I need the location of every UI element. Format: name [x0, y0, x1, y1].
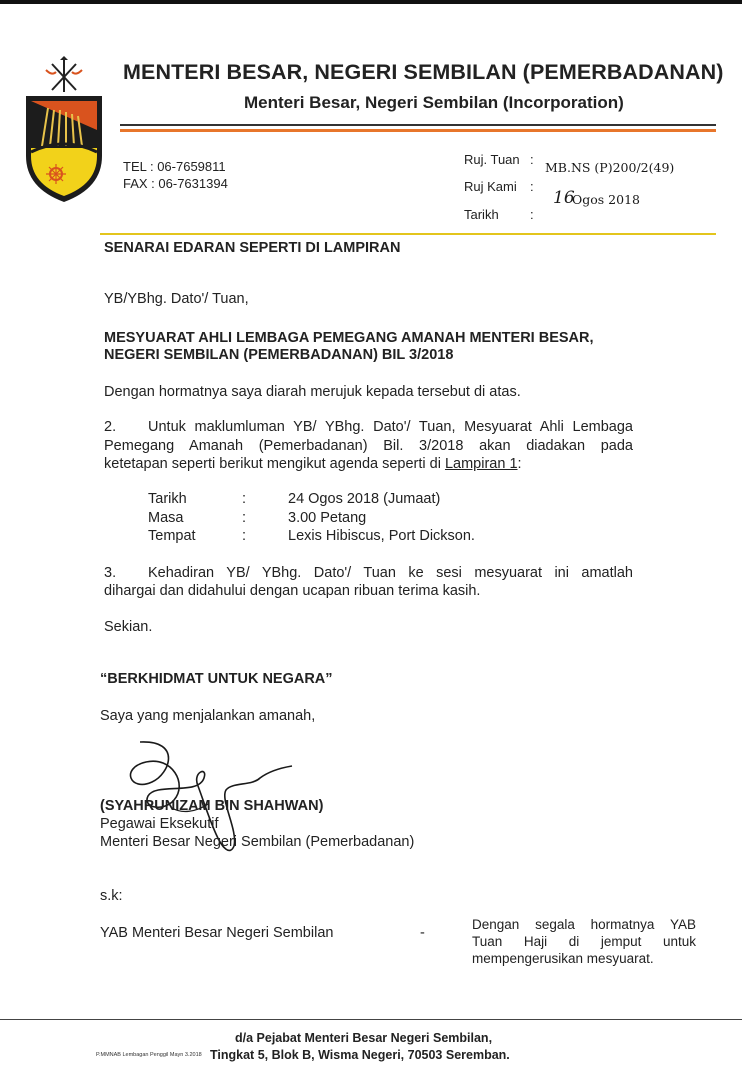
signer-title: Pegawai Eksekutif: [100, 816, 219, 832]
detail-sep: :: [242, 528, 247, 544]
cc-label: s.k:: [100, 888, 123, 904]
motto: “BERKHIDMAT UNTUK NEGARA”: [100, 671, 333, 687]
footer-address-line-1: d/a Pejabat Menteri Besar Negeri Sembilan,: [235, 1031, 493, 1045]
tel-number: TEL : 06-7659811: [123, 159, 226, 174]
subject-line-1: MESYUARAT AHLI LEMBAGA PEMEGANG AMANAH MENTERI BESAR,: [104, 330, 594, 346]
trust-line: Saya yang menjalankan amanah,: [100, 708, 316, 724]
paragraph-2-text: ketetapan seperti berikut mengikut agenda seperti di: [104, 456, 445, 472]
reference-number: MB.NS (P)200/2(49): [545, 160, 675, 175]
ruj-tuan-label: Ruj. Tuan: [464, 152, 520, 167]
footer-small-print: P.MMNAB Lembagan Penggil Mayn 3.2018: [96, 1052, 202, 1058]
divider-rule: [100, 233, 716, 235]
header-accent-rule: [120, 129, 716, 132]
footer-rule: [0, 1019, 742, 1020]
detail-value-masa: 3.00 Petang: [288, 510, 367, 526]
paragraph-3-line-2: dihargai dan didahului dengan ucapan ribuan terima kasih.: [104, 583, 481, 599]
cc-recipient: YAB Menteri Besar Negeri Sembilan: [100, 925, 334, 941]
negeri-sembilan-crest-icon: [22, 56, 106, 206]
paragraph-2-line-3: [104, 456, 522, 472]
subject-line-2: NEGERI SEMBILAN (PEMERBADANAN) BIL 3/2018: [104, 347, 454, 363]
salutation: YB/YBhg. Dato'/ Tuan,: [104, 291, 249, 307]
colon: :: [530, 179, 534, 194]
paragraph-3-number: 3.: [104, 565, 117, 581]
paragraph-3-line-1: Kehadiran YB/ YBhg. Dato'/ Tuan ke sesi mesyuarat ini amatlah: [148, 565, 633, 581]
fax-number: FAX : 06-7631394: [123, 176, 228, 191]
detail-sep: :: [242, 491, 247, 507]
footer-address-line-2: Tingkat 5, Blok B, Wisma Negeri, 70503 Seremban.: [210, 1048, 510, 1062]
paragraph-1: Dengan hormatnya saya diarah merujuk kepada tersebut di atas.: [104, 384, 521, 400]
colon: :: [530, 207, 534, 222]
tarikh-label: Tarikh: [464, 207, 499, 222]
top-border: [0, 0, 742, 4]
signer-name: (SYAHRUNIZAM BIN SHAHWAN): [100, 798, 324, 814]
closing: Sekian.: [104, 619, 153, 635]
ruj-kami-label: Ruj Kami: [464, 179, 517, 194]
detail-label-tarikh: Tarikh: [148, 491, 187, 507]
lampiran-link: Lampiran 1: [444, 456, 518, 472]
detail-value-tempat: Lexis Hibiscus, Port Dickson.: [288, 528, 475, 544]
org-subtitle: Menteri Besar, Negeri Sembilan (Incorporation): [244, 93, 624, 112]
signer-organization: Menteri Besar Negeri Sembilan (Pemerbadanan): [100, 834, 415, 850]
cc-note-line-2: Tuan Haji di jemput untuk: [472, 934, 696, 949]
detail-sep: :: [242, 510, 247, 526]
colon: :: [517, 456, 522, 472]
handwritten-day: 16: [553, 188, 575, 208]
paragraph-2-number: 2.: [104, 419, 117, 435]
detail-value-tarikh: 24 Ogos 2018 (Jumaat): [288, 491, 441, 507]
detail-label-tempat: Tempat: [148, 528, 196, 544]
letter-date: Ogos 2018: [572, 192, 640, 207]
paragraph-2-line-2: Pemegang Amanah (Pemerbadanan) Bil. 3/2018 akan diadakan pada: [104, 438, 633, 454]
org-title: MENTERI BESAR, NEGERI SEMBILAN (PEMERBADANAN): [123, 60, 724, 84]
cc-note-line-1: Dengan segala hormatnya YAB: [472, 917, 696, 932]
cc-note-line-3: mempengerusikan mesyuarat.: [472, 951, 654, 966]
header-rule: [120, 124, 716, 126]
paragraph-2-line-1: Untuk maklumluman YB/ YBhg. Dato'/ Tuan, Mesyuarat Ahli Lembaga: [148, 419, 633, 435]
recipient-list: SENARAI EDARAN SEPERTI DI LAMPIRAN: [104, 240, 401, 256]
cc-dash: -: [420, 925, 425, 941]
colon: :: [530, 152, 534, 167]
detail-label-masa: Masa: [148, 510, 184, 526]
